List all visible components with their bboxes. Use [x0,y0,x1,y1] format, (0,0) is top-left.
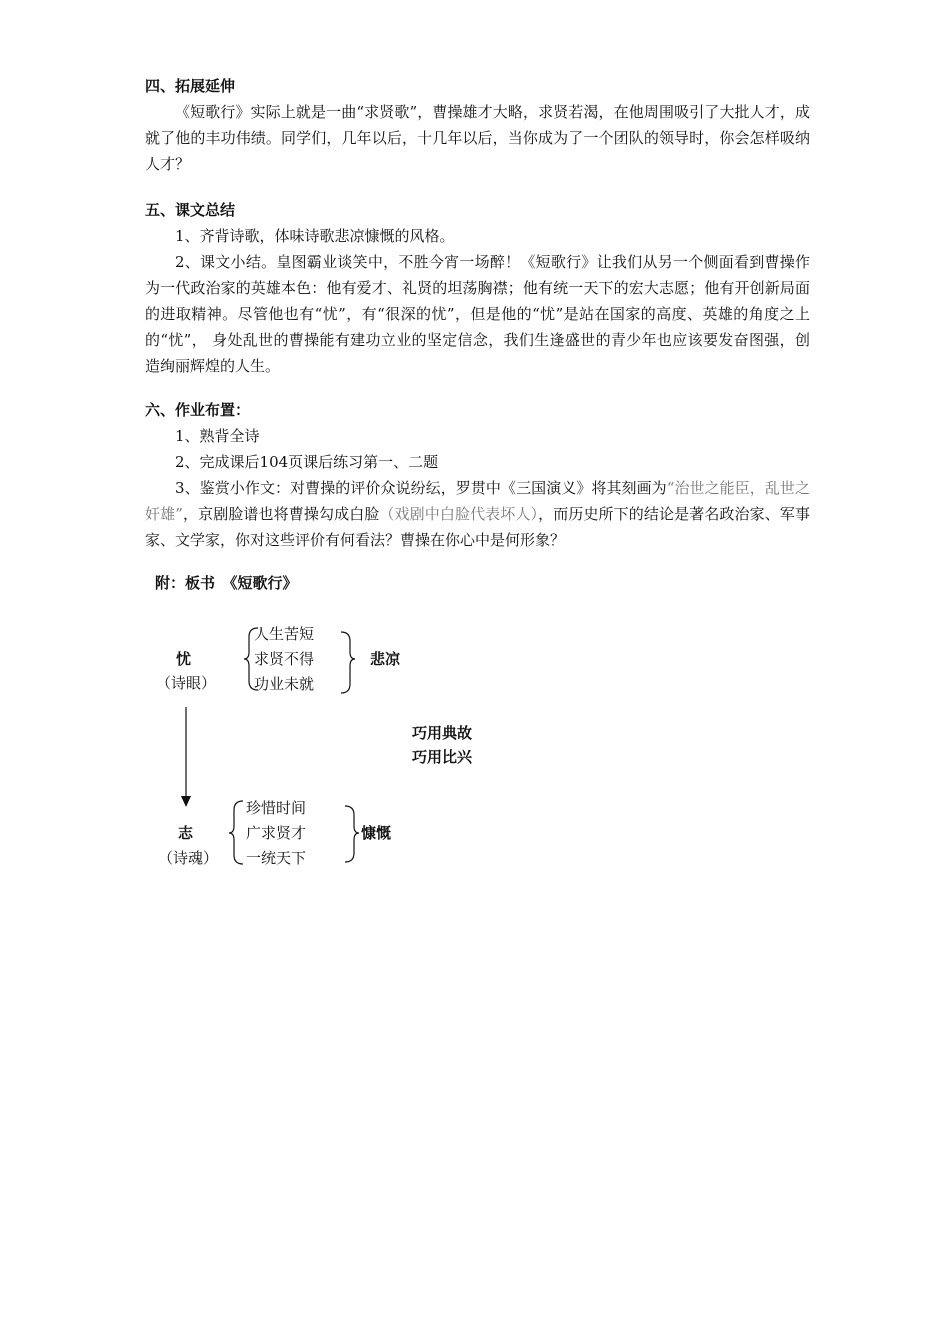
paragraph: 2、课文小结。皇图霸业谈笑中，不胜今宵一场醉！《短歌行》让我们从另一个侧面看到曹操作为一代政治家的英雄本色：他有爱才、礼贤的坦荡胸襟；他有统一天下的宏大志愿；他有开创新局面的进取精神。尽管他也有“忧”，有“很深的忧”，但是他的“忧”是站在国家的高度、英雄的角度之上的“忧”， 身处乱世的曹操能有建功立业的坚定信念，我们生逢盛世的青少年也应该要发奋图强，创造绚丽辉煌的人生。 [145,253,810,375]
text-run: 3、鉴赏小作文：对曹操的评价众说纷纭，罗贯中《三国演义》将其刻画为 [175,479,667,497]
section-heading: 四、拓展延伸 [145,77,236,95]
board-you-item: 求贤不得 [254,650,315,668]
board-zhi-result: 慷慨 [361,824,392,842]
note-text: （戏剧中白脸代表坏人） [379,505,539,523]
arrow-head [181,796,191,807]
section-heading: 五、课文总结 [145,201,236,219]
board-you-item: 功业未就 [254,675,315,693]
section-heading: 六、作业布置： [145,401,251,419]
right-brace [341,632,355,693]
list-item: 1、齐背诗歌，体味诗歌悲凉慷慨的风格。 [175,227,455,245]
paragraph: 《短歌行》实际上就是一曲“求贤歌”，曹操雄才大略，求贤若渴，在他周围吸引了大批人才，成就了他的丰功伟绩。同学们，几年以后，十几年以后，当你成为了一个团队的领导时，你会怎样吸纳人才？ [145,103,810,173]
quote-text: “治世之能臣，乱世之奸雄” [145,479,811,523]
text-run: ，而历史所下的结论是著名政治家、军事家、文学家，你对这些评价有何看法？曹操在你心中是何形象？ [145,505,810,549]
board-zhi-item: 珍惜时间 [246,799,307,817]
right-brace [345,806,359,862]
board-technique: 巧用比兴 [412,748,473,766]
board-zhi: 志 [178,824,194,842]
board-zhi-note: （诗魂） [158,849,219,867]
board-zhi-item: 广求贤才 [246,824,307,842]
list-item: 2、完成课后104页课后练习第一、二题 [175,453,439,471]
board-you-note: （诗眼） [156,674,217,692]
board-technique: 巧用典故 [412,724,473,742]
left-brace [244,628,258,690]
board-you-item: 人生苦短 [254,625,315,643]
list-item: 1、熟背全诗 [175,427,260,445]
left-brace [229,801,243,864]
board-you: 忧 [176,650,192,668]
board-zhi-item: 一统天下 [246,849,307,867]
text-run: ，京剧脸谱也将曹操勾成白脸 [182,505,380,523]
board-title: 附：板书 《短歌行》 [155,574,298,592]
board-you-result: 悲凉 [370,650,401,668]
